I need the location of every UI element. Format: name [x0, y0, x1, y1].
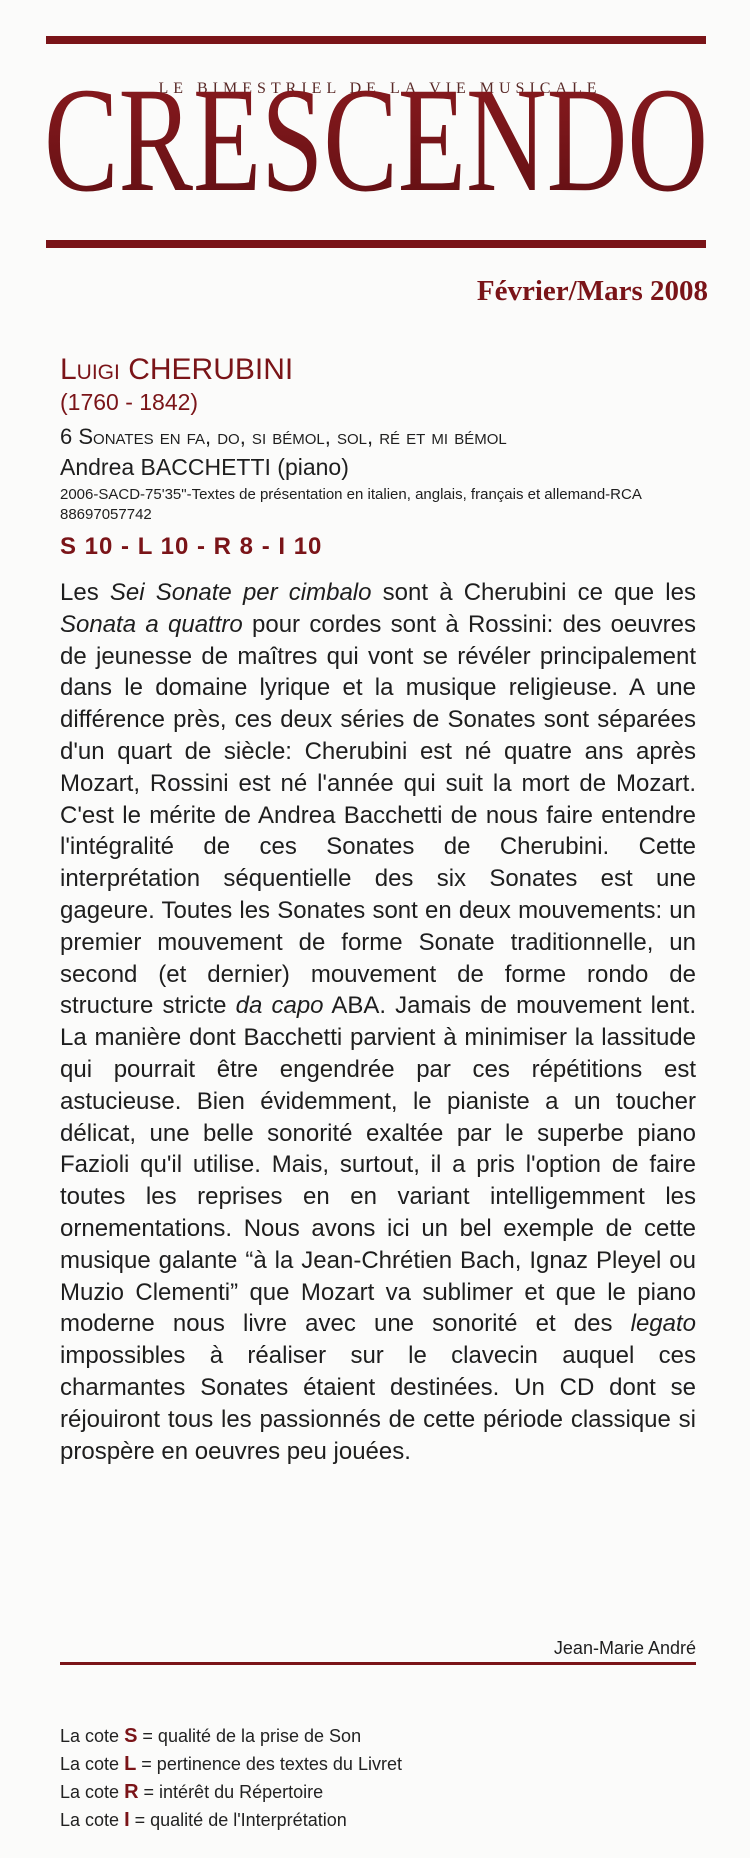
rating-repertoire: R 8 — [213, 533, 255, 560]
legend-row-interpretation: La cote I = qualité de l'Interprétation — [60, 1809, 347, 1831]
issue-date: Février/Mars 2008 — [476, 275, 708, 307]
performer: Andrea BACCHETTI (piano) — [60, 454, 349, 480]
catalog-info: 2006-SACD-75'35"-Textes de présentation en italien, anglais, français et allemand-RCA 88697057742 — [60, 486, 642, 523]
masthead-bottom-rule — [46, 240, 706, 248]
review-author: Jean-Marie André — [553, 1638, 696, 1658]
rating-legend — [60, 1722, 402, 1834]
work-title-italic: Sonata a quattro — [60, 610, 243, 638]
work-title-italic: Sei Sonate per cimbalo — [109, 579, 372, 606]
rating-separator: - — [196, 533, 214, 560]
review-body: Les Sei Sonate per cimbalo sont à Cherubini ce que les Sonata a quattro pour cordes sont à Rossini: des oeuvres de jeunesse de maîtres qui vont se révéler principalement dans le domaine lyrique et la musique religieuse. A une différence près, ces deux séries de Sonates sont séparées d'un quart de siècle: Cherubini est né quatre ans après Mozart, Rossini est né l'année qui suit la mort de Mozart. C'est le mérite de Andrea Bacchetti de nous faire entendre l'intégralité de ces Sonates de Cherubini. Cette interprétation séquentielle des six Sonates est une gageure. Toutes les Sonates sont en deux mouvements: un premier mouvement de forme Sonate traditionnelle, un second (et dernier) mouvement de forme rondo de structure stricte da capo ABA. Jamais de mouvement lent. La manière dont Bacchetti parvient à minimiser la lassitude qui pourrait être engendrée par ces répétitions est astucieuse. Bien évidemment, le pianiste a un toucher délicat, une belle sonorité exaltée par le superbe piano Fazioli qu'il utilise. Mais, surtout, il a pris l'option de faire toutes les reprises en en variant intelligemment les ornementations. Nous avons ici un bel exemple de cette musique galante “à la Jean-Chrétien Bach, Ignaz Pleyel ou Muzio Clementi” que Mozart va sublimer et que le piano moderne nous livre avec une sonorité et des legato impossibles à réaliser sur le clavecin auquel ces charmantes Sonates étaient destinées. Un CD dont se réjouiront tous les passionnés de cette période classique si prospère en oeuvres peu jouées. — [60, 579, 696, 1465]
work-title: 6 Sonates en fa, do, si bémol, sol, ré et mi bémol — [60, 424, 507, 449]
rating-son: S 10 — [60, 533, 114, 560]
author-rule — [60, 1662, 696, 1665]
ratings — [60, 531, 696, 563]
masthead-top-rule — [46, 36, 706, 44]
crescendo-logo-text: CRESCENDO — [44, 60, 708, 220]
rating-interpretation: I 10 — [278, 533, 323, 560]
composer-dates: (1760 - 1842) — [60, 389, 199, 415]
legend-row-livret: La cote L = pertinence des textes du Livret — [60, 1753, 402, 1775]
composer-first-name: Luigi — [60, 353, 120, 386]
review-article — [60, 352, 696, 1467]
rating-separator: - — [121, 533, 138, 560]
term-italic: legato — [630, 1310, 696, 1338]
masthead-tagline: LE BIMESTRIEL DE LA VIE MUSICALE — [158, 80, 602, 97]
rating-separator: - — [261, 533, 279, 560]
term-italic: da capo — [235, 992, 324, 1020]
legend-row-repertoire: La cote R = intérêt du Répertoire — [60, 1781, 324, 1803]
crescendo-logo — [40, 60, 712, 220]
rating-livret: L 10 — [137, 533, 190, 560]
composer-last-name: CHERUBINI — [128, 353, 294, 386]
legend-row-son: La cote S = qualité de la prise de Son — [60, 1725, 362, 1747]
composer-name — [60, 352, 696, 388]
